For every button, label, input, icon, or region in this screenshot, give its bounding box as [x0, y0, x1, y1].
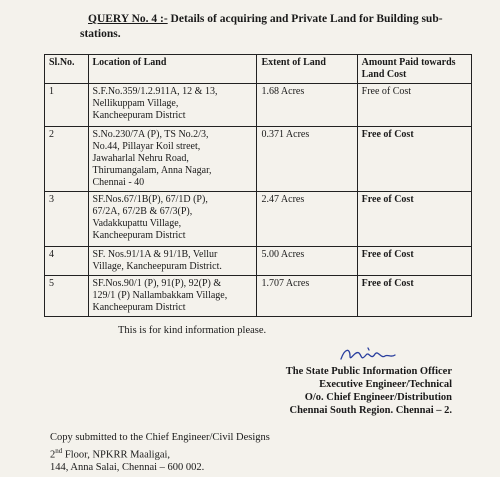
cell-amount: Free of Cost: [357, 127, 471, 192]
location-line: Thirumangalam, Anna Nagar,: [92, 165, 212, 176]
table-row: [45, 192, 472, 247]
cell-amount: Free of Cost: [357, 276, 471, 317]
table-row: [45, 247, 472, 276]
location-line: Kancheepuram District: [92, 302, 186, 313]
location-line: S.F.No.359/1.2.911A, 12 & 13,: [92, 86, 218, 97]
officer-block: [0, 365, 452, 417]
header-extent: Extent of Land: [257, 55, 357, 84]
officer-office: O/o. Chief Engineer/Distribution: [304, 392, 452, 403]
cell-location: [88, 276, 257, 317]
floor-suffix: nd: [55, 446, 63, 455]
location-line: Vadakkupattu Village,: [92, 218, 182, 229]
table-row: [45, 276, 472, 317]
copy-line-1: Copy submitted to the Chief Engineer/Civil Designs: [50, 432, 270, 443]
floor-number: 2: [50, 449, 56, 460]
query-number: QUERY No. 4 :-: [88, 13, 168, 25]
cell-sl-no: 4: [45, 247, 89, 276]
location-line: Chennai - 40: [92, 177, 145, 188]
header-location: Location of Land: [88, 55, 257, 84]
location-line: S.No.230/7A (P), TS No.2/3,: [92, 129, 209, 140]
cell-amount: Free of Cost: [357, 247, 471, 276]
cell-extent: 1.68 Acres: [257, 84, 357, 127]
cell-extent: 2.47 Acres: [257, 192, 357, 247]
location-line: 129/1 (P) Nallambakkam Village,: [92, 290, 228, 301]
copy-to-block: [50, 432, 270, 474]
header-sl-no: Sl.No.: [45, 55, 89, 84]
cell-location: [88, 127, 257, 192]
location-line: SF. Nos.91/1A & 91/1B, Vellur: [92, 249, 218, 260]
table-header-row: [45, 55, 472, 84]
location-line: Kancheepuram District: [92, 230, 186, 241]
officer-region: Chennai South Region. Chennai – 2.: [289, 405, 452, 416]
handwritten-signature: [338, 344, 398, 366]
table-row: [45, 84, 472, 127]
floor-rest: Floor, NPKRR Maaligai,: [62, 449, 171, 460]
cell-sl-no: 1: [45, 84, 89, 127]
officer-title: The State Public Information Officer: [285, 366, 452, 377]
location-line: Kancheepuram District: [92, 110, 186, 121]
copy-line-2: [50, 445, 270, 462]
location-line: Jawaharlal Nehru Road,: [92, 153, 189, 164]
cell-extent: 0.371 Acres: [257, 127, 357, 192]
officer-designation: Executive Engineer/Technical: [319, 379, 452, 390]
header-amount: Amount Paid towards Land Cost: [357, 55, 471, 84]
cell-sl-no: 5: [45, 276, 89, 317]
location-line: Village, Kancheepuram District.: [92, 261, 222, 272]
info-line: This is for kind information please.: [118, 325, 267, 336]
cell-amount: Free of Cost: [357, 84, 471, 127]
cell-amount: Free of Cost: [357, 192, 471, 247]
cell-location: [88, 84, 257, 127]
query-text: Details of acquiring and Private Land for Building sub-: [170, 13, 443, 25]
table-row: [45, 127, 472, 192]
cell-sl-no: 2: [45, 127, 89, 192]
location-line: Nellikuppam Village,: [92, 98, 179, 109]
copy-line-3: 144, Anna Salai, Chennai – 600 002.: [50, 461, 205, 473]
location-line: No.44, Pillayar Koil street,: [92, 141, 201, 152]
query-heading: [80, 12, 488, 42]
cell-sl-no: 3: [45, 192, 89, 247]
cell-location: [88, 247, 257, 276]
cell-extent: 5.00 Acres: [257, 247, 357, 276]
location-line: SF.Nos.90/1 (P), 91(P), 92(P) &: [92, 278, 222, 289]
location-line: 67/2A, 67/2B & 67/3(P),: [92, 206, 193, 217]
cell-location: [88, 192, 257, 247]
land-details-table: [44, 54, 472, 317]
location-line: SF.Nos.67/1B(P), 67/1D (P),: [92, 194, 208, 205]
query-continuation: stations.: [80, 28, 121, 40]
cell-extent: 1.707 Acres: [257, 276, 357, 317]
